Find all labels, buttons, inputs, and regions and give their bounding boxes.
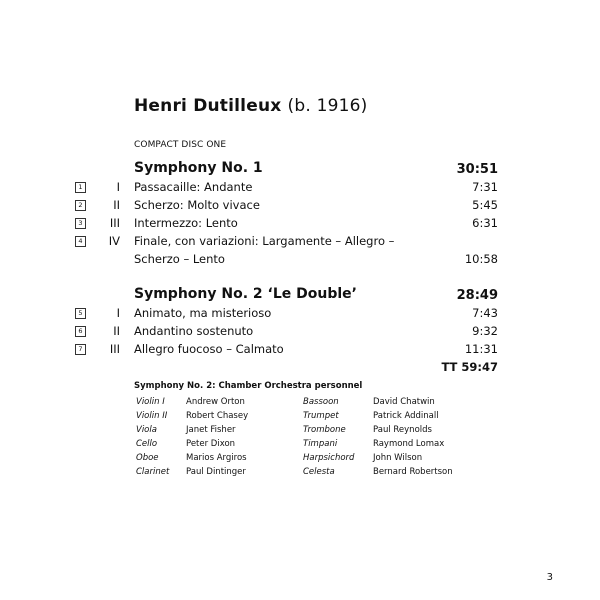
movement-numeral: I: [116, 306, 120, 320]
player-name: Paul Reynolds: [373, 425, 432, 435]
grand-total-time: TT 59:47: [441, 360, 498, 374]
track-number-box: 5: [75, 308, 86, 319]
instrument-label: Trombone: [303, 425, 346, 435]
movement-title-continued: Scherzo – Lento: [134, 252, 225, 266]
disc-label: COMPACT DISC ONE: [134, 140, 227, 150]
player-name: Janet Fisher: [186, 425, 236, 435]
movement-title: Passacaille: Andante: [134, 180, 253, 194]
player-name: Raymond Lomax: [373, 439, 445, 449]
page-number: 3: [546, 572, 553, 583]
personnel-heading: Symphony No. 2: Chamber Orchestra personnel: [134, 381, 363, 391]
movement-title: Allegro fuocoso – Calmato: [134, 342, 284, 356]
work-title: Symphony No. 2 ‘Le Double’: [134, 286, 357, 302]
player-name: Andrew Orton: [186, 397, 245, 407]
movement-time: 10:58: [464, 252, 498, 266]
movement-title: Intermezzo: Lento: [134, 216, 238, 230]
player-name: David Chatwin: [373, 397, 435, 407]
movement-time: 7:31: [472, 180, 498, 194]
movement-numeral: III: [109, 216, 120, 230]
composer-heading: [134, 96, 367, 116]
instrument-label: Bassoon: [303, 397, 339, 407]
instrument-label: Violin II: [136, 411, 168, 421]
track-number-box: 1: [75, 182, 86, 193]
movement-title: Finale, con variazioni: Largamente – Allegro –: [134, 234, 395, 248]
movement-time: 9:32: [472, 324, 498, 338]
movement-time: 7:43: [472, 306, 498, 320]
instrument-label: Celesta: [303, 467, 335, 477]
instrument-label: Timpani: [303, 439, 338, 449]
player-name: John Wilson: [373, 453, 423, 463]
movement-time: 6:31: [472, 216, 498, 230]
track-number-box: 4: [75, 236, 86, 247]
track-number-box: 2: [75, 200, 86, 211]
player-name: Robert Chasey: [186, 411, 249, 421]
player-name: Bernard Robertson: [373, 467, 453, 477]
movement-numeral: II: [113, 198, 120, 212]
work-total-time: 30:51: [456, 162, 498, 177]
instrument-label: Trumpet: [303, 411, 339, 421]
movement-title: Andantino sostenuto: [134, 324, 254, 338]
player-name: Peter Dixon: [186, 439, 236, 449]
work-total-time: 28:49: [456, 288, 498, 303]
track-number-box: 6: [75, 326, 86, 337]
instrument-label: Violin I: [136, 397, 165, 407]
instrument-label: Oboe: [136, 453, 159, 463]
movement-time: 11:31: [464, 342, 498, 356]
track-number-box: 3: [75, 218, 86, 229]
movement-numeral: III: [109, 342, 120, 356]
movement-numeral: I: [116, 180, 120, 194]
player-name: Patrick Addinall: [373, 411, 439, 421]
movement-title: Animato, ma misterioso: [134, 306, 272, 320]
work-title: Symphony No. 1: [134, 160, 263, 176]
instrument-label: Harpsichord: [303, 453, 355, 463]
movement-time: 5:45: [472, 198, 498, 212]
instrument-label: Clarinet: [136, 467, 170, 477]
track-number-box: 7: [75, 344, 86, 355]
movement-title: Scherzo: Molto vivace: [134, 198, 260, 212]
player-name: Marios Argiros: [186, 453, 247, 463]
movement-numeral: II: [113, 324, 120, 338]
movement-numeral: IV: [108, 234, 120, 248]
instrument-label: Viola: [136, 425, 157, 435]
composer-years: (b. 1916): [287, 96, 368, 116]
composer-name: Henri Dutilleux: [134, 96, 282, 116]
instrument-label: Cello: [136, 439, 158, 449]
player-name: Paul Dintinger: [186, 467, 246, 477]
